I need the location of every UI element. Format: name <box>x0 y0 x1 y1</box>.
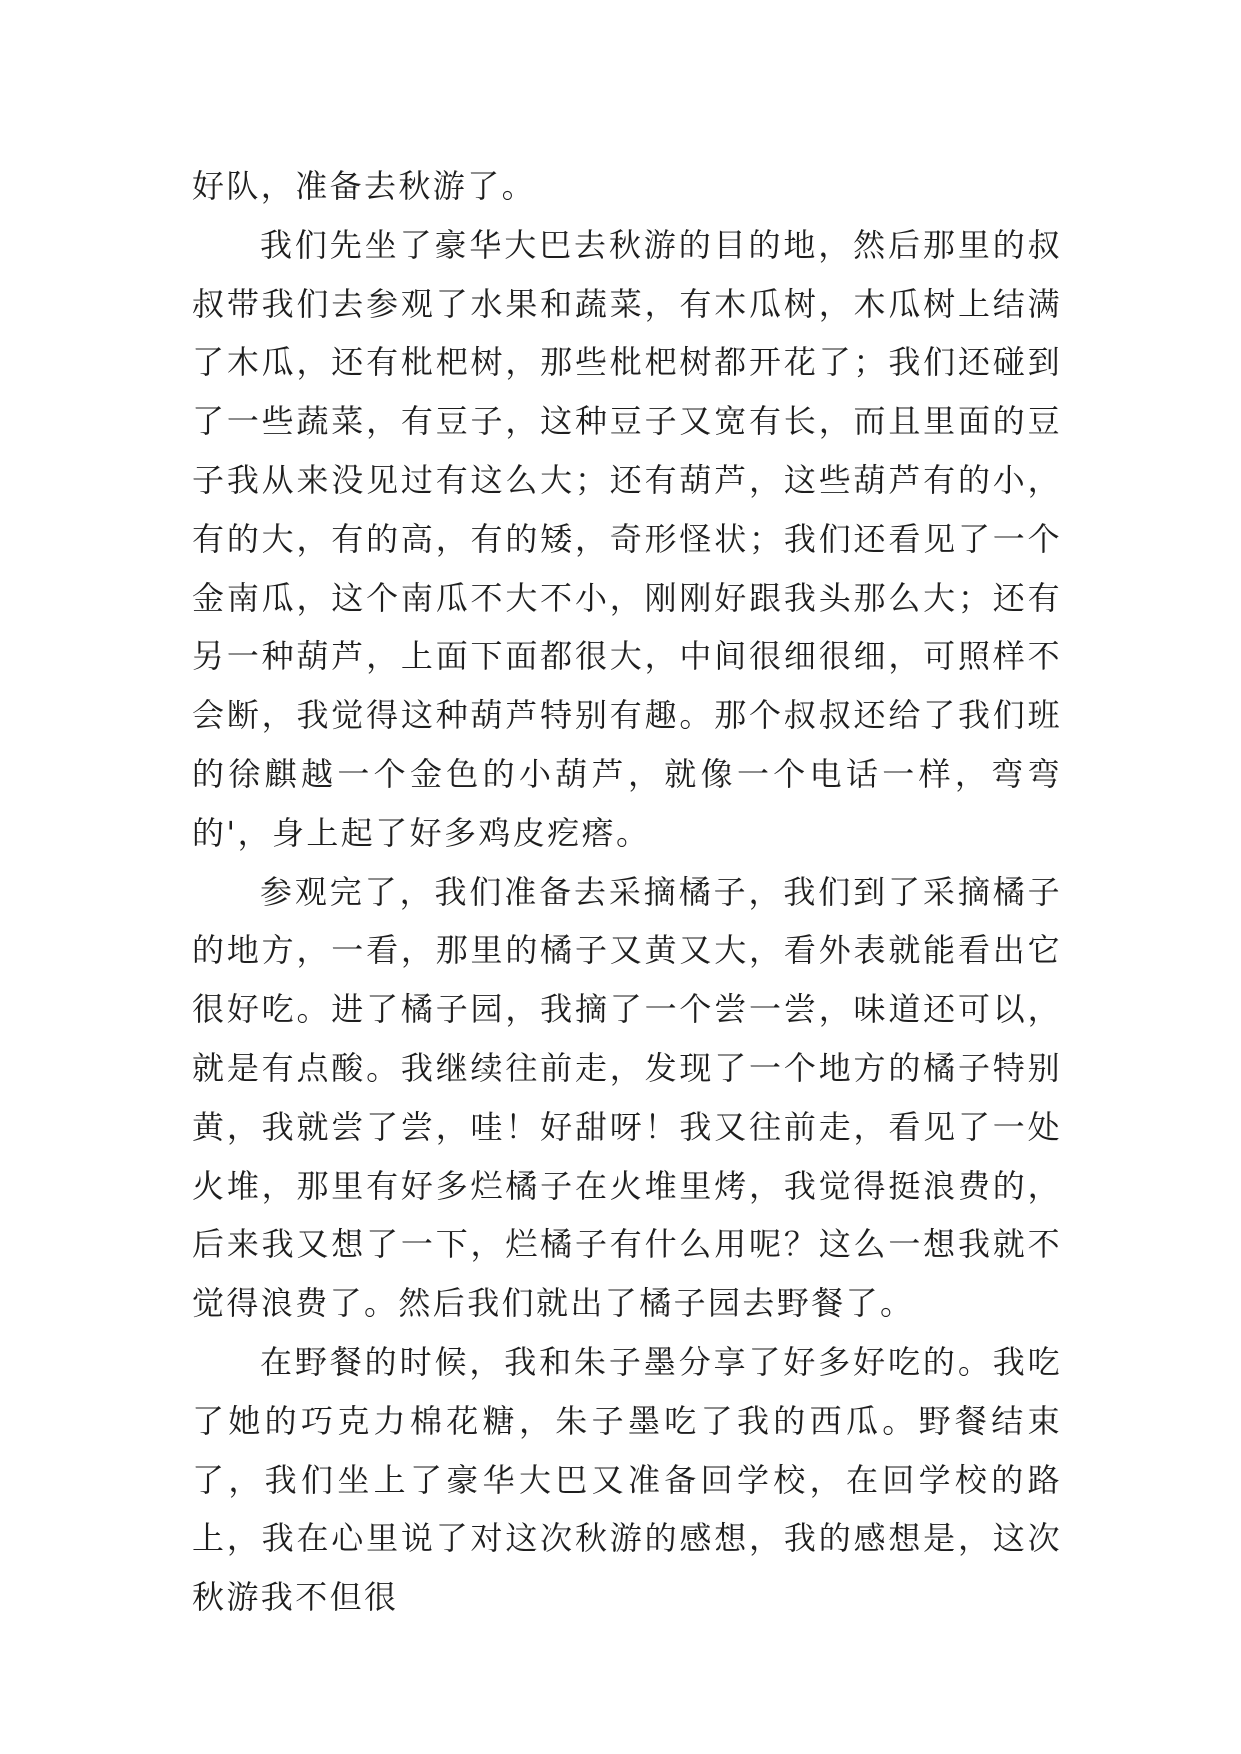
paragraph-continued: 好队，准备去秋游了。 <box>192 167 537 205</box>
paragraph-visit-farm: 我们先坐了豪华大巴去秋游的目的地，然后那里的叔叔带我们去参观了水果和蔬菜，有木瓜树，木瓜树上结满了木瓜，还有枇杷树，那些枇杷树都开花了；我们还碰到了一些蔬菜，有豆子，这种豆子又宽有长，而且里面的豆子我从来没见过有这么大；还有葫芦，这些葫芦有的小，有的大，有的高，有的矮，奇形怪状；我们还看见了一个金南瓜，这个南瓜不大不小，刚刚好跟我头那么大；还有另一种葫芦，上面下面都很大，中间很细很细，可照样不会断，我觉得这种葫芦特别有趣。那个叔叔还给了我们班的徐麒越一个金色的小葫芦，就像一个电话一样，弯弯的'，身上起了好多鸡皮疙瘩。 <box>192 225 1062 852</box>
paragraph-orange-picking: 参观完了，我们准备去采摘橘子，我们到了采摘橘子的地方，一看，那里的橘子又黄又大，看外表就能看出它很好吃。进了橘子园，我摘了一个尝一尝，味道还可以，就是有点酸。我继续往前走，发现了一个地方的橘子特别黄，我就尝了尝，哇！好甜呀！我又往前走，看见了一处火堆，那里有好多烂橘子在火堆里烤，我觉得挺浪费的，后来我又想了一下，烂橘子有什么用呢？这么一想我就不觉得浪费了。然后我们就出了橘子园去野餐了。 <box>192 872 1062 1323</box>
document-body <box>192 157 1062 1627</box>
paragraph-picnic: 在野餐的时候，我和朱子墨分享了好多好吃的。我吃了她的巧克力棉花糖，朱子墨吃了我的西瓜。野餐结束了，我们坐上了豪华大巴又准备回学校，在回学校的路上，我在心里说了对这次秋游的感想，我的感想是，这次秋游我不但很 <box>192 1342 1062 1617</box>
